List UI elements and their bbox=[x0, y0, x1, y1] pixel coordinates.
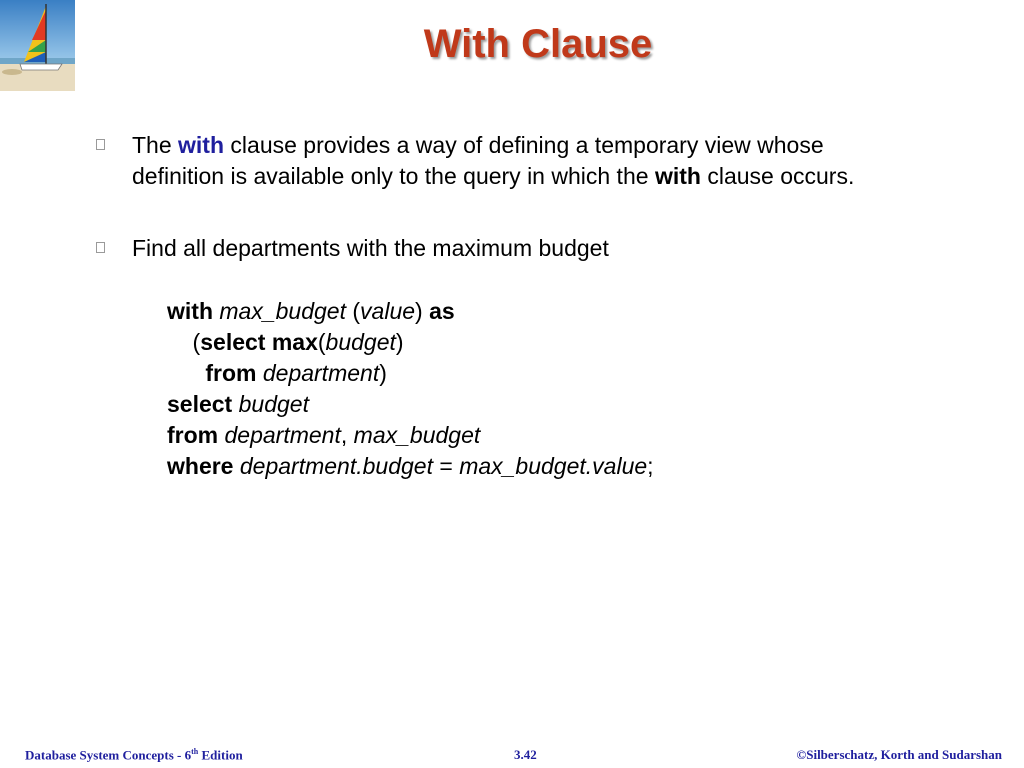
code-text bbox=[167, 360, 205, 386]
text-run: clause occurs. bbox=[700, 163, 855, 189]
code-line-4 bbox=[167, 389, 654, 420]
code-text: , bbox=[340, 422, 354, 448]
sql-identifier: max_budget bbox=[219, 298, 346, 324]
keyword-with: with bbox=[654, 163, 701, 189]
code-text: ( bbox=[167, 329, 201, 355]
code-text: = bbox=[432, 453, 460, 479]
sql-keyword: as bbox=[429, 298, 455, 324]
sql-keyword: where bbox=[167, 453, 234, 479]
sql-identifier: budget bbox=[325, 329, 396, 355]
code-line-2 bbox=[167, 327, 654, 358]
bullet-paragraph-2: Find all departments with the maximum budget bbox=[132, 235, 609, 261]
keyword-with: with bbox=[178, 132, 225, 158]
code-text: ; bbox=[647, 453, 654, 479]
sql-identifier: max_budget.value bbox=[459, 453, 648, 479]
bullet-box-icon bbox=[96, 139, 108, 153]
footer-text: Edition bbox=[198, 747, 243, 763]
sql-identifier: department bbox=[224, 422, 341, 448]
code-line-5 bbox=[167, 420, 654, 451]
sql-identifier: department bbox=[262, 360, 380, 386]
sql-keyword: from bbox=[167, 422, 219, 448]
text-run: clause provides a way of defining a temporary view whose definition is available only to the query in which the bbox=[132, 132, 824, 189]
code-text: ) bbox=[395, 329, 404, 355]
sql-identifier: value bbox=[360, 298, 416, 324]
code-line-3 bbox=[167, 358, 654, 389]
sql-code-block bbox=[167, 296, 654, 482]
code-text: ( bbox=[345, 298, 361, 324]
sql-keyword: select max bbox=[200, 329, 318, 355]
code-line-6 bbox=[167, 451, 654, 482]
footer-book-title bbox=[25, 747, 243, 763]
code-line-1 bbox=[167, 296, 654, 327]
sql-identifier: budget bbox=[238, 391, 309, 417]
sql-identifier: department.budget bbox=[239, 453, 433, 479]
bullet-paragraph-1 bbox=[132, 130, 922, 192]
footer-copyright: ©Silberschatz, Korth and Sudarshan bbox=[796, 747, 1002, 762]
footer-text: Database System Concepts - 6 bbox=[25, 747, 192, 763]
sql-identifier: max_budget bbox=[353, 422, 481, 448]
code-text: ) bbox=[379, 360, 387, 386]
sql-keyword: from bbox=[205, 360, 257, 386]
sql-keyword: select bbox=[167, 391, 233, 417]
bullet-box-icon bbox=[96, 242, 108, 256]
footer-slide-number: 3.42 bbox=[514, 747, 537, 762]
code-text: ( bbox=[317, 329, 326, 355]
sql-keyword: with bbox=[167, 298, 213, 324]
code-text: ) bbox=[415, 298, 430, 324]
footer-superscript: th bbox=[191, 747, 199, 756]
slide-title: With Clause bbox=[423, 22, 653, 66]
text-run: The bbox=[132, 132, 179, 158]
